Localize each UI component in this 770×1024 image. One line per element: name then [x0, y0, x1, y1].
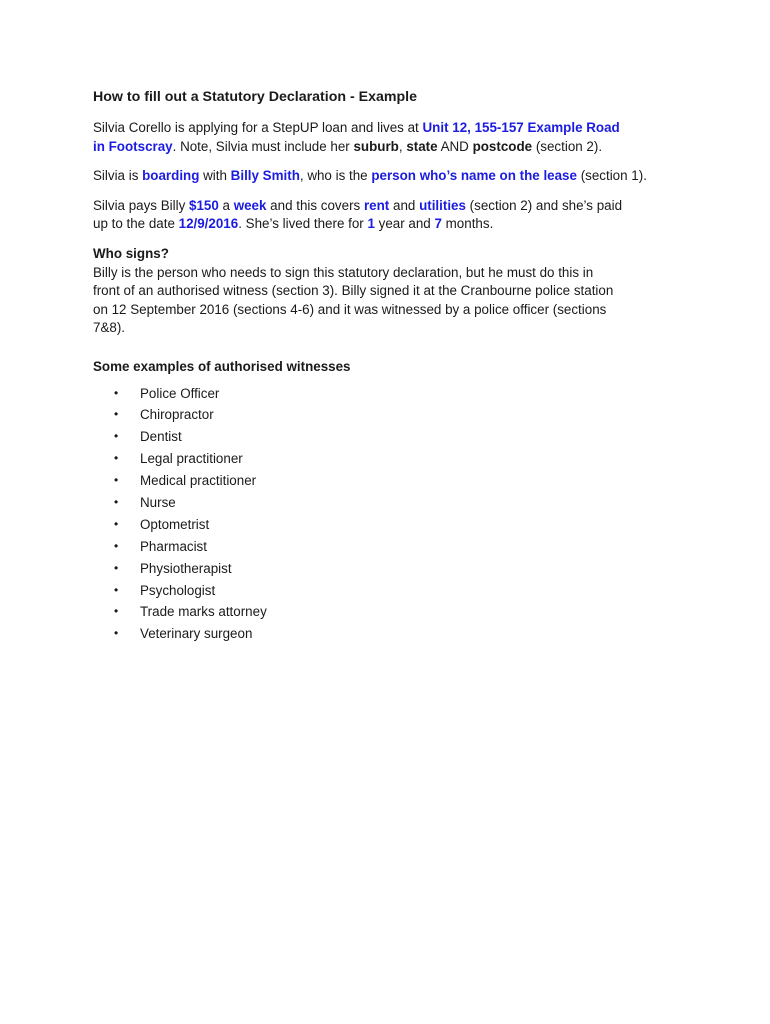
list-item-label: Chiropractor: [140, 407, 214, 423]
postcode-bold: postcode: [472, 138, 533, 154]
text: with: [199, 168, 231, 184]
text: and this covers: [266, 197, 364, 213]
bullet-icon: •: [114, 407, 119, 422]
list-item-label: Optometrist: [140, 516, 210, 532]
bullet-icon: •: [114, 560, 119, 575]
address-highlight: Unit 12, 155-157 Example Road: [422, 120, 620, 135]
utilities-highlight: utilities: [419, 197, 466, 213]
bullet-icon: •: [114, 429, 119, 444]
text: (section 2) and she’s paid: [465, 197, 623, 213]
bullet-icon: •: [114, 385, 119, 400]
bullet-icon: •: [114, 451, 119, 466]
list-item: [93, 448, 693, 470]
document-title: How to fill out a Statutory Declaration - Example: [93, 89, 417, 105]
months-highlight: 7: [434, 216, 442, 232]
amount-highlight: $150: [189, 197, 219, 213]
list-item: [93, 623, 693, 645]
text: Silvia pays Billy: [93, 197, 189, 213]
paragraph-address: [93, 119, 693, 156]
text: (section 2).: [532, 138, 603, 154]
bullet-icon: •: [114, 582, 119, 597]
list-item-label: Medical practitioner: [140, 473, 257, 489]
text: ,: [398, 138, 407, 154]
witness-list: [93, 383, 693, 646]
paragraph-boarding: [93, 167, 693, 186]
years-highlight: 1: [367, 216, 375, 232]
who-signs-line: on 12 September 2016 (sections 4-6) and it was witnessed by a police officer (sections: [93, 301, 607, 317]
document-body: [93, 87, 693, 645]
date-highlight: 12/9/2016: [178, 216, 239, 232]
list-item: [93, 601, 693, 623]
bullet-icon: •: [114, 626, 119, 641]
bullet-icon: •: [114, 538, 119, 553]
text: Silvia Corello is applying for a StepUP loan and lives at: [93, 120, 423, 135]
list-item: [93, 404, 693, 426]
who-signs-line: Billy is the person who needs to sign this statutory declaration, but he must do this in: [93, 264, 594, 280]
text: up to the date: [93, 216, 179, 232]
list-item-label: Legal practitioner: [140, 451, 243, 467]
paragraph-who-signs: [93, 245, 693, 338]
who-signs-line: front of an authorised witness (section 3). Billy signed it at the Cranbourne police station: [93, 283, 614, 299]
boarding-highlight: boarding: [142, 168, 200, 184]
list-item: [93, 470, 693, 492]
list-item: [93, 426, 693, 448]
billy-highlight: Billy Smith: [230, 168, 300, 184]
lease-highlight: person who’s name on the lease: [371, 168, 577, 184]
list-item: [93, 492, 693, 514]
bullet-icon: •: [114, 494, 119, 509]
suburb-bold: suburb: [353, 138, 399, 154]
list-item-label: Trade marks attorney: [140, 604, 267, 620]
text: (section 1).: [576, 168, 647, 184]
list-item: [93, 514, 693, 536]
list-item-label: Veterinary surgeon: [140, 626, 253, 642]
text: a: [218, 197, 234, 213]
text: . Note, Silvia must include her: [172, 138, 354, 154]
list-item-label: Police Officer: [140, 385, 220, 401]
list-item: [93, 536, 693, 558]
text: year and: [374, 216, 435, 232]
who-signs-heading: Who signs?: [93, 245, 169, 261]
bullet-icon: •: [114, 473, 119, 488]
text: Silvia is: [93, 168, 143, 184]
list-item-label: Nurse: [140, 494, 176, 510]
text: and: [389, 197, 420, 213]
text: . She’s lived there for: [238, 216, 368, 232]
text: months.: [441, 216, 494, 232]
list-item: [93, 580, 693, 602]
list-item-label: Pharmacist: [140, 538, 207, 554]
witnesses-heading: Some examples of authorised witnesses: [93, 358, 351, 374]
text: AND: [437, 138, 473, 154]
text: , who is the: [299, 168, 372, 184]
list-item: [93, 383, 693, 405]
bullet-icon: •: [114, 516, 119, 531]
rent-highlight: rent: [363, 197, 390, 213]
list-item-label: Physiotherapist: [140, 560, 232, 576]
who-signs-line: 7&8).: [93, 320, 126, 336]
list-item-label: Psychologist: [140, 582, 216, 598]
state-bold: state: [406, 138, 438, 154]
list-item: [93, 558, 693, 580]
paragraph-payment: [93, 197, 693, 234]
address-highlight-suburb: in Footscray: [93, 138, 173, 154]
week-highlight: week: [233, 197, 267, 213]
bullet-icon: •: [114, 604, 119, 619]
list-item-label: Dentist: [140, 429, 182, 445]
